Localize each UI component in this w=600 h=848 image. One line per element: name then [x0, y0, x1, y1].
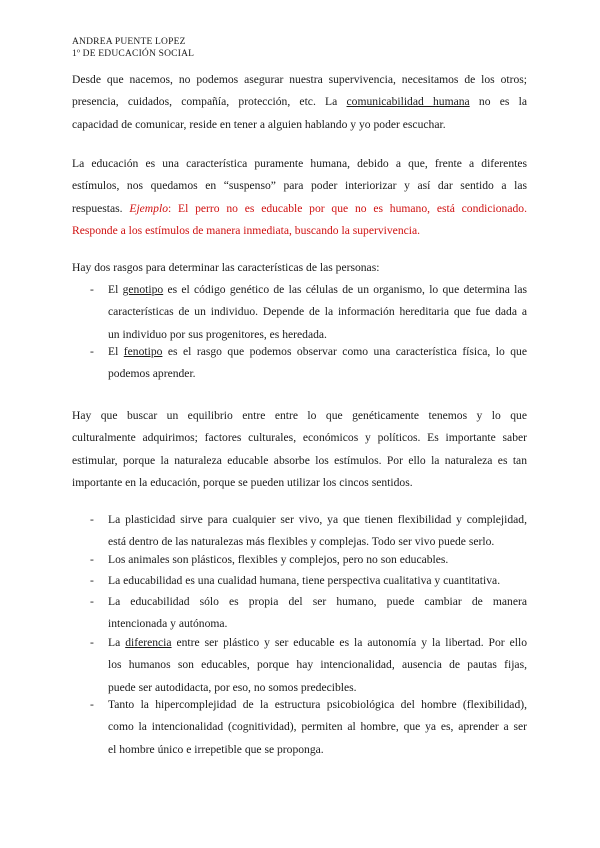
text-line: La diferencia entre ser plástico y ser educable es la autonomía y la libertad. Por ello — [108, 636, 527, 649]
bullet-dash: - — [90, 698, 94, 711]
text-line: intencionada y autónoma. — [108, 617, 228, 631]
bullet-dash: - — [90, 513, 94, 526]
paragraph-education — [72, 153, 527, 242]
paragraph-balance — [72, 405, 527, 494]
text-line: El genotipo es el código genético de las células de un organismo, lo que determina las — [108, 283, 527, 296]
text-line: Hay dos rasgos para determinar las características de las personas: — [72, 261, 380, 274]
text-line: La educabilidad sólo es propia del ser humano, puede cambiar de manera — [108, 595, 527, 608]
bullet-dash: - — [90, 636, 94, 649]
example-label: Ejemplo — [129, 201, 168, 215]
text-line: características de un individuo. Depende de la información hereditaria que fue dada a — [108, 305, 527, 319]
text-line: está dentro de las naturalezas más flexibles y complejas. Todo ser vivo puede serlo. — [108, 535, 495, 549]
text-line: La educabilidad es una cualidad humana, tiene perspectiva cualitativa y cuantitativa. — [108, 574, 501, 587]
text-line: La plasticidad sirve para cualquier ser vivo, ya que tienen flexibilidad y complejidad, — [108, 513, 527, 526]
bullet-dash: - — [90, 283, 94, 296]
text-line: Desde que nacemos, no podemos asegurar nuestra supervivencia, necesitamos de los otros; — [72, 73, 527, 86]
bullet-dash: - — [90, 553, 94, 566]
text-line: Hay que buscar un equilibrio entre entre lo que genéticamente tenemos y lo que — [72, 409, 527, 422]
text-line: puede ser autodidacta, por eso, no somos predecibles. — [108, 680, 357, 694]
paragraph-survival — [72, 69, 527, 136]
text-line: capacidad de comunicar, reside en tener a alguien hablando y yo poder escuchar. — [72, 117, 446, 131]
text-line: presencia, cuidados, compañía, protección, etc. La comunicabilidad humana no es la — [72, 95, 527, 109]
bullet-dash: - — [90, 574, 94, 587]
example-text-line: Responde a los estímulos de manera inmediata, buscando la supervivencia. — [72, 223, 421, 237]
text-line: Tanto la hipercomplejidad de la estructura psicobiológica del hombre (flexibilidad), — [108, 698, 527, 711]
underlined-term: genotipo — [122, 283, 164, 296]
underlined-term: comunicabilidad humana — [346, 95, 470, 109]
text-line: respuestas. Ejemplo: El perro no es educable por que no es humano, está condicionado. — [72, 201, 527, 215]
bullet-dash: - — [90, 345, 94, 358]
underlined-term: diferencia — [125, 636, 172, 649]
text-line: los humanos son educables, porque hay intencionalidad, ausencia de pautas fijas, — [108, 658, 527, 672]
text-line: estímulos, nos quedamos en “suspenso” para poder interiorizar y así dar sentido a las — [72, 179, 527, 193]
text-line: importante en la educación, porque se pueden utilizar los cincos sentidos. — [72, 475, 413, 489]
bullet-dash: - — [90, 595, 94, 608]
text-line: El fenotipo es el rasgo que podemos observar como una característica física, lo que — [108, 345, 528, 358]
text-line: Los animales son plásticos, flexibles y complejos, pero no son educables. — [108, 553, 449, 566]
author-name: ANDREA PUENTE LOPEZ — [72, 37, 186, 47]
example-text: : El perro no es educable por que no es humano, está condicionado. — [168, 201, 527, 215]
text-line: culturalmente adquirimos; factores culturales, económicos y políticos. Es importante saber — [72, 431, 527, 445]
paragraph-traits-intro — [72, 257, 527, 279]
course-name: 1º DE EDUCACIÓN SOCIAL — [72, 49, 195, 59]
text-line: como la intencionalidad (cognitividad), permiten al hombre, que ya es, aprender a ser — [108, 720, 527, 734]
text-line: estimular, porque la naturaleza educable absorbe los estímulos. Por ello la naturaleza es tan — [72, 453, 527, 467]
text-line: La educación es una característica puramente humana, debido a que, frente a diferentes — [72, 157, 527, 170]
text-line: un individuo por sus progenitores, es heredada. — [108, 327, 327, 341]
document-header — [72, 36, 194, 60]
underlined-term: fenotipo — [123, 345, 163, 358]
text-line: podemos aprender. — [108, 367, 196, 381]
text-line: el hombre único e irrepetible que se proponga. — [108, 742, 324, 756]
